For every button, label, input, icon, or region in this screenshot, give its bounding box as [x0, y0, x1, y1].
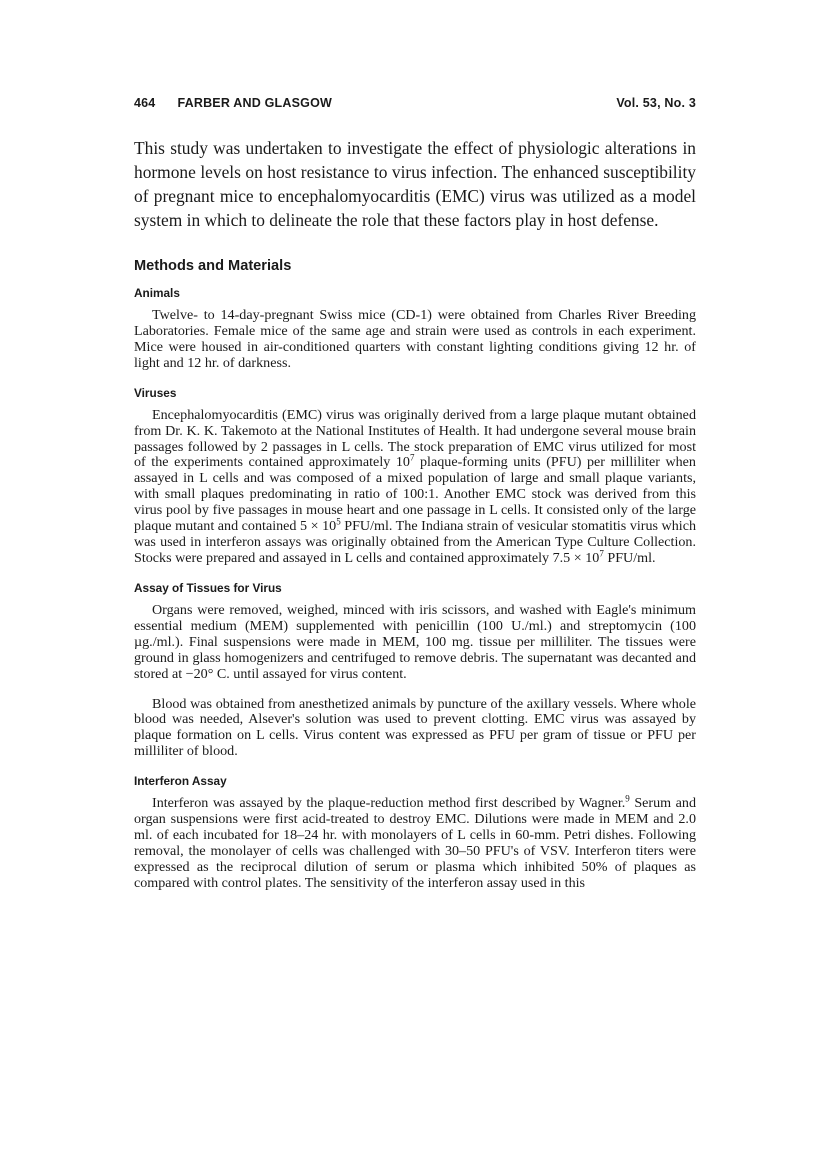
paragraph-assay-2: Blood was obtained from anesthetized animals by puncture of the axillary vessels. Where whole blood was needed, Alsever's solution was used to prevent clotting. EMC virus was assayed by plaque formation on L cells. Virus content was expressed as PFU per gram of tissue or PFU per milliliter of blood.: [134, 695, 696, 760]
interferon-text-1: Interferon was assayed by the plaque-reduction method first described by Wagner.: [152, 795, 626, 812]
intro-paragraph: This study was undertaken to investigate the effect of physiologic alterations in hormone levels on host resistance to virus infection. The enhanced susceptibility of pregnant mice to encephalomyocarditis (EMC) virus was utilized as a model system in which to delineate the role that these factors play in host defense.: [134, 138, 696, 230]
viruses-text-3: PFU/ml. The Indiana strain of vesicular stomatitis virus which was used in interferon assays was originally obtained from the American Type Culture Collection. Stocks were prepared and assayed in L cells and contained approximately 7.5 × 10: [134, 518, 697, 566]
interferon-text-2: Serum and organ suspensions were first acid-treated to destroy EMC. Dilutions were made in MEM and 2.0 ml. of each incubated for 18–24 hr. with monolayers of L cells in 60-mm. Petri dishes. Following removal, the monolayer of cells was challenged with 30–50 PFU's of VSV. Interferon titers were expressed as the reciprocal dilution of serum or plasma which inhibited 50% of plaques as compared with control plates. The sensitivity of the interferon assay used in this: [134, 795, 696, 891]
viruses-text-1: Encephalomyocarditis (EMC) virus was originally derived from a large plaque mutant obtained from Dr. K. K. Takemoto at the National Institutes of Health. It had undergone several mouse brain passages followed by 2 passages in L cells. The stock preparation of EMC virus utilized for most of the experiments contained approximately 10: [134, 406, 696, 471]
running-head: [134, 96, 696, 116]
running-head-volume: Vol. 53, No. 3: [616, 96, 696, 110]
paragraph-animals: Twelve- to 14-day-pregnant Swiss mice (CD-1) were obtained from Charles River Breeding Laboratories. Female mice of the same age and strain were used as controls in each experiment. Mice were housed in air-conditioned quarters with constant lighting conditions giving 12 hr. of light and 12 hr. of darkness.: [134, 307, 696, 371]
section-title-methods: Methods and Materials: [134, 258, 292, 274]
paragraph-viruses: [134, 408, 696, 567]
subhead-viruses: Viruses: [134, 385, 177, 400]
reference-superscript: 9: [625, 793, 630, 804]
running-head-authors: FARBER AND GLASGOW: [177, 96, 332, 110]
subhead-assay: Assay of Tissues for Virus: [134, 580, 282, 595]
viruses-text-2: plaque-forming units (PFU) per milliliter when assayed in L cells and was composed of a mixed population of large and small plaque variants, with small plaques predominating in ratio of 100:1. Another EMC stock was derived from this virus pool by five passages in mouse heart and one passage in L cells. It consisted only of the large plaque mutant and contained 5 × 10: [134, 454, 696, 535]
running-head-left: [134, 96, 354, 110]
subhead-interferon: Interferon Assay: [134, 774, 227, 789]
subhead-animals: Animals: [134, 286, 180, 300]
viruses-text-4: PFU/ml.: [603, 549, 656, 566]
exponent-1: 7: [409, 452, 415, 463]
journal-page: [134, 96, 696, 906]
page-number: 464: [134, 96, 156, 110]
paragraph-interferon: [134, 793, 696, 891]
exponent-2: 5: [336, 516, 341, 527]
paragraph-assay-1: Organs were removed, weighed, minced with iris scissors, and washed with Eagle's minimum essential medium (MEM) supplemented with penicillin (100 U./ml.) and streptomycin (100 µg./ml.). Final suspensions were made in MEM, 100 mg. tissue per milliliter. The tissues were ground in glass homogenizers and centrifuged to remove debris. The supernatant was decanted and stored at −20° C. until assayed for virus content.: [134, 601, 696, 682]
exponent-3: 7: [599, 548, 604, 559]
